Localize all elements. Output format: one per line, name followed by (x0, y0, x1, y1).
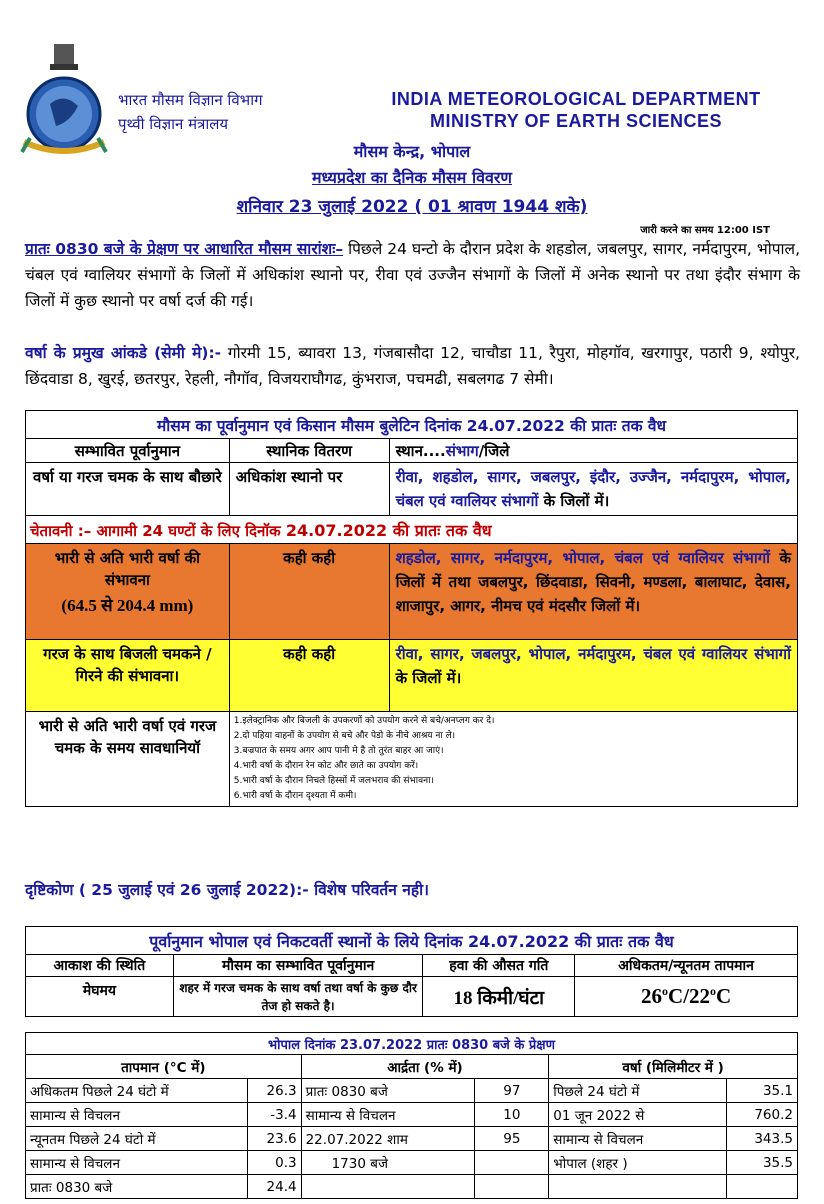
sky-condition: मेघमय (26, 977, 174, 1017)
temp-max: 26 (641, 984, 663, 1008)
forecast-row1-type: वर्षा या गरज चमक के साथ बौछारे (26, 463, 230, 516)
temp-unit: C (668, 984, 684, 1008)
obs-humidity-label: 22.07.2022 शाम (301, 1127, 475, 1151)
forecast-row1-suffix: के जिलों में। (538, 492, 610, 510)
obs-temp-label: अधिकतम पिछले 24 घंटो में (26, 1079, 248, 1103)
col-places-prefix: स्थान.... (395, 441, 446, 460)
col-places-division: संभाग (445, 441, 479, 460)
forecast-caption: मौसम का पूर्वानुमान एवं किसान मौसम बुलेटिन दिनांक 24.07.2022 की प्रातः तक वैध (26, 411, 798, 439)
col-places (389, 439, 797, 463)
expected-weather: शहर में गरज चमक के साथ वर्षा तथा वर्षा के कुछ दौर तेज हो सकते है। (173, 977, 423, 1017)
summary-text: पिछले 24 घन्टो के दौरान प्रदेश के शहडोल, जबलपुर, सागर, नर्मदापुरम, भोपाल, चंबल एवं ग्वालियर संभागों के जिलों में अधिकांश स्थानो पर, रीवा एवं उज्जैन संभागों के जिलों में अनेक स्थानो पर तथा इंदौर संभाग के जिलों में कुछ स्थानो पर वर्षा दर्ज की गई। (25, 240, 800, 310)
hindi-org-line1: भारत मौसम विज्ञान विभाग (118, 91, 263, 109)
obs-rain-value: 343.5 (727, 1127, 798, 1151)
centre-title: मौसम केन्द्र, भोपाल (353, 142, 471, 161)
weather-summary (25, 236, 800, 314)
precaution-item: 5.भारी वर्षा के दौरान निचले हिस्सों में जलभराव की संभावना। (233, 776, 434, 786)
obs-rain-value (727, 1175, 798, 1199)
precaution-item: 2.दो पहिया वाहनों के उपयोग से बचे और पेडो के नीचे आश्रय ना ले। (233, 731, 456, 741)
precaution-item: 6.भारी वर्षा के दौरान दृश्यता में कमी। (233, 791, 357, 801)
col-wind: हवा की औसत गति (423, 955, 575, 977)
obs-humidity-label: प्रातः 0830 बजे (301, 1079, 475, 1103)
english-org-line2: MINISTRY OF EARTH SCIENCES (429, 111, 723, 131)
obs-temp-label: न्यूनतम पिछले 24 घंटो में (26, 1127, 248, 1151)
heavy-rain-districts: के जिलों में तथा जबलपुर, छिंदवाडा, सिवनी, मण्डला, बालाघाट, देवास, शाजापुर, आगर, नीमच एवं मंदसौर जिलों में। (395, 549, 791, 615)
col-places-suffix: /जिले (478, 441, 510, 460)
precaution-item: 1.इलेक्ट्रानिक और बिजली के उपकरणों को उपयोग करने से बचे/अनप्लग कर दे। (233, 716, 495, 726)
obs-humidity-label (301, 1175, 475, 1199)
forecast-row1-divisions: रीवा, शहडोल, सागर, जबलपुर, इंदौर, उज्जैन, नर्मदापुरम, भोपाल, चंबल एवं ग्वालियर संभागों (395, 468, 791, 510)
obs-temp-label: सामान्य से विचलन (26, 1151, 248, 1175)
thunder-row (26, 640, 798, 712)
english-org-line1: INDIA METEOROLOGICAL DEPARTMENT (391, 89, 761, 109)
col-sky: आकाश की स्थिति (26, 955, 174, 977)
obs-humidity-label: सामान्य से विचलन (301, 1103, 475, 1127)
obs-rain-label: भोपाल (शहर ) (549, 1151, 727, 1175)
temperature-range: 26$^o$C/22$^o$C (575, 977, 798, 1017)
thunder-places (389, 640, 797, 712)
obs-temp-value: 23.6 (247, 1127, 301, 1151)
thunder-label: गरज के साथ बिजली चमकने / गिरने की संभावना। (26, 640, 230, 712)
obs-humidity-value (475, 1175, 549, 1199)
obs-rain-label: सामान्य से विचलन (549, 1127, 727, 1151)
bhopal-forecast-table (25, 926, 798, 1017)
obs-humidity-value: 10 (475, 1103, 549, 1127)
rainfall-data (25, 340, 800, 392)
col-distribution: स्थानिक वितरण (229, 439, 389, 463)
heavy-rain-label: भारी से अति भारी वर्षा की संभावना (54, 549, 201, 589)
observation-caption: भोपाल दिनांक 23.07.2022 प्रातः 0830 बजे के प्रेक्षण (26, 1033, 798, 1055)
observation-table (25, 1032, 798, 1199)
obs-humidity-label: 1730 बजे (301, 1151, 475, 1175)
thunder-divisions: रीवा, सागर, जबलपुर, भोपाल, नर्मदापुरम, चंबल एवं ग्वालियर संभागों (395, 645, 791, 663)
table-row (26, 1151, 798, 1175)
report-title: मध्यप्रदेश का दैनिक मौसम विवरण (311, 168, 512, 187)
obs-temp-label: सामान्य से विचलन (26, 1103, 248, 1127)
heavy-rain-divisions: शहडोल, सागर, नर्मदापुरम, भोपाल, चंबल एवं ग्वालियर संभागों (395, 549, 771, 567)
obs-humidity-value (475, 1151, 549, 1175)
obs-rain-value: 35.5 (727, 1151, 798, 1175)
precaution-label: भारी से अति भारी वर्षा एवं गरज चमक के समय सावधानियॉ (26, 712, 230, 807)
obs-temp-value: -3.4 (247, 1103, 301, 1127)
precaution-row (26, 712, 798, 807)
temp-unit: C (716, 984, 732, 1008)
obs-temp-value: 0.3 (247, 1151, 301, 1175)
summary-label: प्रातः 0830 बजे के प्रेक्षण पर आधारित मौसम सारांशः– (25, 240, 344, 258)
col-humidity: आर्द्रता (% में) (301, 1055, 549, 1079)
table-row (26, 1175, 798, 1199)
precaution-list (229, 712, 797, 807)
precaution-item: 3.बज्रपात के समय अगर आप पानी मे है तो तुरंत बाहर आ जाएं। (233, 746, 444, 756)
obs-rain-label (549, 1175, 727, 1199)
outlook (25, 878, 429, 900)
col-expected-weather: मौसम का सम्भावित पूर्वानुमान (173, 955, 423, 977)
warning-title-date: 24.07.2022 की प्रातः तक वैध (285, 520, 492, 540)
rainfall-text: गोरमी 15, ब्यावरा 13, गंजबासौदा 12, चाचौडा 11, रैपुरा, मोहगॉव, खरगापुर, पठारी 9, श्योपुर, छिंदवाडा 8, खुरई, छतरपुर, रेहली, नौगॉव, विजयराघौगढ, कुंभराज, पचमढी, सबलगढ 7 सेमी। (25, 344, 800, 388)
outlook-text: दृष्टिकोण ( 25 जुलाई एवं 26 जुलाई 2022):- विशेष परिवर्तन नही। (25, 881, 429, 899)
heavy-rain-range: (64.5 से 204.4 mm) (61, 596, 194, 615)
table-row (26, 1127, 798, 1151)
rainfall-label: वर्षा के प्रमुख आंकडे (सेमी मे):- (25, 344, 222, 362)
temp-min: 22 (689, 984, 711, 1008)
col-forecast: सम्भावित पूर्वानुमान (26, 439, 230, 463)
heavy-rain-places (389, 544, 797, 640)
precaution-item: 4.भारी वर्षा के दौरान रेन कोट और छाते का उपयोग करें। (233, 761, 419, 771)
hindi-org-line2: पृथ्वी विज्ञान मंत्रालय (118, 115, 229, 133)
heavy-rain-distribution: कही कही (229, 544, 389, 640)
thunder-distribution: कही कही (229, 640, 389, 712)
col-rainfall: वर्षा (मिलिमीटर में ) (549, 1055, 798, 1079)
issue-time: जारी करने का समय 12:00 IST (640, 225, 770, 236)
obs-rain-label: 01 जून 2022 से (549, 1103, 727, 1127)
table-row (26, 1079, 798, 1103)
hindi-org-name (118, 88, 308, 136)
col-temperature-obs: तापमान (°C में) (26, 1055, 302, 1079)
bhopal-forecast-caption: पूर्वानुमान भोपाल एवं निकटवर्ती स्थानों के लिये दिनांक 24.07.2022 की प्रातः तक वैध (26, 927, 798, 955)
heavy-rain-label-cell (26, 544, 230, 640)
obs-humidity-value: 95 (475, 1127, 549, 1151)
english-org-name (346, 88, 806, 132)
date-line: शनिवार 23 जुलाई 2022 ( 01 श्रावण 1944 शके) (236, 197, 588, 217)
forecast-row1-places (389, 463, 797, 516)
obs-temp-label: प्रातः 0830 बजे (26, 1175, 248, 1199)
warning-title (26, 516, 798, 544)
obs-temp-value: 26.3 (247, 1079, 301, 1103)
forecast-table (25, 410, 798, 807)
table-row (26, 1103, 798, 1127)
col-temperature: अधिकतम/न्यूनतम तापमान (575, 955, 798, 977)
thunder-suffix: के जिलों में। (395, 669, 462, 687)
obs-humidity-value: 97 (475, 1079, 549, 1103)
obs-rain-value: 35.1 (727, 1079, 798, 1103)
forecast-row1-distribution: अधिकांश स्थानो पर (229, 463, 389, 516)
obs-rain-value: 760.2 (727, 1103, 798, 1127)
warning-title-prefix: चेतावनी :– आगामी 24 घण्टों के लिए दिनॉक (30, 521, 286, 540)
obs-rain-label: पिछले 24 घंटो में (549, 1079, 727, 1103)
heavy-rain-row (26, 544, 798, 640)
wind-speed: 18 किमी/घंटा (423, 977, 575, 1017)
obs-temp-value: 24.4 (247, 1175, 301, 1199)
